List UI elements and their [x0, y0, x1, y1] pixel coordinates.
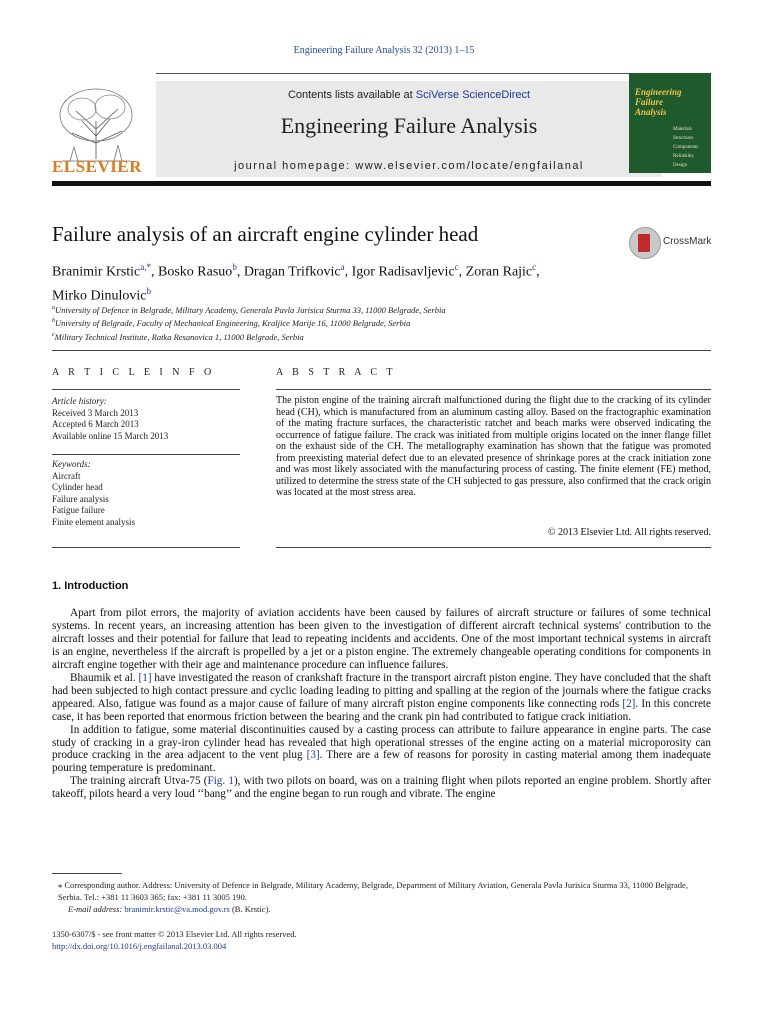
crossmark-icon [629, 227, 661, 259]
article-history [52, 396, 168, 442]
keyword: Fatigue failure [52, 505, 105, 516]
top-rule [156, 73, 662, 74]
keywords [52, 459, 135, 529]
sciencedirect-link[interactable]: SciVerse ScienceDirect [415, 89, 531, 101]
crossmark-badge[interactable] [629, 227, 719, 259]
cover-title [635, 87, 695, 117]
history-item: Accepted 6 March 2013 [52, 419, 139, 430]
figure-link[interactable]: Fig. 1 [207, 775, 234, 788]
article-info-rule [52, 454, 240, 455]
footnote-rule [52, 873, 122, 874]
article-info-rule [52, 547, 240, 548]
journal-masthead [52, 73, 711, 183]
affiliation: $^b$University of Belgrade, Faculty of Mechanical Engineering, Kraljice Marije 16, 11000 Belgrade, Serbia [52, 318, 411, 329]
contents-line [156, 89, 662, 101]
section-heading: 1. Introduction [52, 580, 129, 592]
running-head[interactable]: Engineering Failure Analysis 32 (2013) 1–15 [293, 45, 475, 56]
affiliation: $^c$Military Technical Institute, Ratka Resanovica 1, 11000 Belgrade, Serbia [52, 331, 304, 342]
author-affiliation-mark[interactable]: a [340, 262, 345, 272]
publisher-name: ELSEVIER [52, 157, 142, 176]
author-name[interactable]: Branimir Krstic [52, 264, 141, 280]
article-info-rule [52, 389, 240, 390]
journal-title: Engineering Failure Analysis [280, 113, 538, 138]
cover-topic: Structures [673, 136, 694, 141]
issn-block [52, 929, 297, 952]
history-item: Available online 15 March 2013 [52, 430, 169, 441]
corresponding-author-note: ⁎ Corresponding author. Address: University of Defence in Belgrade, Military Academy, Belgrade, Department of Military Aviation, Generala Pavla Jurisica Sturma 33, 11000 Belgrade, Serbia. Tel.: +381 11 3603 365; fax: +381 11 3005 190. [58, 880, 688, 902]
introduction-body [52, 607, 711, 801]
affiliation: $^a$University of Defence in Belgrade, Military Academy, Generala Pavla Jurisica Sturma 33, 11000 Belgrade, Serbia [52, 304, 446, 315]
article-title: Failure analysis of an aircraft engine cylinder head [52, 222, 479, 246]
citation-link[interactable]: [2] [622, 697, 636, 710]
author-name[interactable]: Mirko Dinulovic [52, 288, 147, 304]
journal-header-band [156, 81, 662, 177]
cover-title-text: Engineering Failure Analysis [635, 87, 682, 117]
masthead-rule [52, 181, 711, 186]
section-rule [52, 350, 711, 351]
author-affiliation-mark[interactable]: b [232, 262, 237, 272]
history-heading: Article history: [52, 396, 107, 406]
keywords-heading: Keywords: [52, 459, 91, 469]
abstract-rule [276, 389, 711, 390]
author-name[interactable]: Zoran Rajic [465, 264, 533, 280]
affiliation-list [52, 303, 446, 343]
footnote [52, 879, 711, 915]
author-name[interactable]: Igor Radisavljevic [351, 264, 455, 280]
keyword: Aircraft [52, 470, 81, 481]
history-item: Received 3 March 2013 [52, 407, 139, 418]
contents-prefix: Contents lists available at [287, 89, 416, 101]
paragraph: In addition to fatigue, some material discontinuities caused by a casting process can attribute to failure appearance in engine parts. The case study of cracking in a gray-iron cylinder head has revealed that high operational stresses of the engine acting on a material microporosity can produce cracking in the area adjacent to the vent plug [3]. There are a few of reasons for porosity in casting material among them inadequate pouring temperature is predominant. [52, 723, 711, 775]
cover-topic: Materials [673, 127, 692, 132]
email-line: E-mail address: branimir.krstic@va.mod.gov.rs (B. Krstic). [68, 904, 271, 914]
issn-line: 1350-6307/$ - see front matter © 2013 Elsevier Ltd. All rights reserved. [52, 929, 297, 939]
keyword: Failure analysis [52, 493, 109, 504]
email-link[interactable]: branimir.krstic@va.mod.gov.rs [124, 904, 230, 914]
article-info-heading: A R T I C L E I N F O [52, 367, 215, 378]
crossmark-label: CrossMark [663, 236, 712, 247]
keyword: Finite element analysis [52, 516, 135, 527]
cover-topic: Components [673, 145, 699, 150]
abstract-rule [276, 547, 711, 548]
author-affiliation-mark[interactable]: c [454, 262, 459, 272]
paragraph: Apart from pilot errors, the majority of aviation accidents have been caused by failures of aircraft structure or failures of some technical systems. In recent years, an increasing attention has been given to the investigation of different aircraft technical systems' contribution to the aircraft losses and their potential for failure that lead to repeating incidents and accidents. One of the most important technical systems in aircraft is an engine, nevertheless if the aircraft is propelled by a jet or a piston engine. The extremely changeable operating conditions for components in aircraft engine together with their age and maintenance procedure can influence failures. [52, 607, 711, 671]
paragraph: Bhaumik et al. [1] have investigated the reason of crankshaft fracture in the transport aircraft piston engine. They have concluded that the shaft had been subjected to high contact pressure and cyclic loading leading to pitting and spalling at the region of the journals where the fatigue cracks appeared. Also, fatigue was found as a major cause of failure of many aircraft piston engine components like connecting rods [2]. In this concrete case, it has been reported that enormous friction between the bearing and the crank pin had contributed to fatigue crack initiation. [52, 671, 711, 723]
abstract-heading: A B S T R A C T [276, 367, 397, 378]
cover-topic: Design [673, 163, 688, 168]
author-name[interactable]: Dragan Trifkovic [243, 264, 341, 280]
author-affiliation-mark[interactable]: c [532, 262, 537, 272]
journal-homepage[interactable]: journal homepage: www.elsevier.com/locate/engfailanal [234, 160, 584, 172]
author-name[interactable]: Bosko Rasuo [158, 264, 233, 280]
citation-link[interactable]: [3] [306, 749, 320, 762]
citation-link[interactable]: [1] [138, 671, 152, 684]
author-list: Branimir Krstic$^{a,*}$, Bosko Rasuo$^b$, Dragan Trifkovic$^a$, Igor Radisavljevic$^c$, Zoran Rajic$^c$, Mirko Dinulovic$^b$ [52, 262, 540, 304]
cover-topic: Reliability [673, 154, 695, 159]
abstract-copyright: © 2013 Elsevier Ltd. All rights reserved. [547, 527, 711, 538]
cover-topics [673, 125, 698, 170]
abstract-text: The piston engine of the training aircraft malfunctioned during the flight due to the cracking of its cylinder head (CH), which is manufactured from an aluminum casting alloy. Based on the fractographic examination of the mating fracture surfaces, the characteristic ratchet and beach marks were observed indicating the occurrence of fatigue failure. The crack was initiated from multiple origins located on the inner flange fillet on the exhaust side of the CH. The metallography examination has shown that the fatigue was promoted from preexisting material defect due to an elevated presence of shrinkage pores at the crack initiation zone and was most likely associated with the manufacturing process of casting. The finite element (FE) method, utilized to determine the stress state of the CH subjected to gas pressure, also confirmed that the crack origin was located at the most stress area. [276, 395, 711, 498]
author-affiliation-mark[interactable]: a,* [140, 262, 152, 272]
doi-link[interactable]: http://dx.doi.org/10.1016/j.engfailanal.2013.03.004 [52, 940, 227, 951]
keyword: Cylinder head [52, 482, 103, 493]
journal-cover [629, 73, 711, 173]
author-affiliation-mark[interactable]: b [146, 285, 151, 296]
paragraph: The training aircraft Utva-75 (Fig. 1), with two pilots on board, was on a training flight when pilots reported an engine problem. Shortly after takeoff, pilots heard a very loud ‘‘bang’’ and the engine began to run rough and vibrate. The engine [52, 775, 711, 801]
